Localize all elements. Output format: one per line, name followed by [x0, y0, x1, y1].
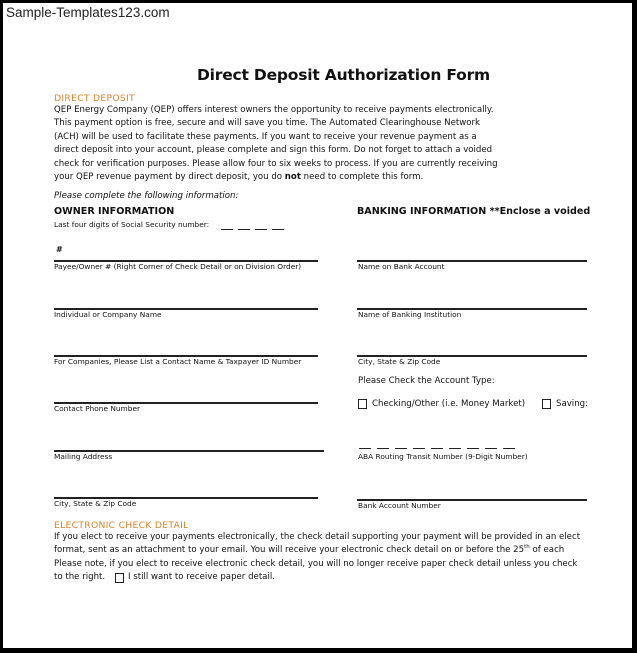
- text: need to complete this form.: [300, 172, 424, 183]
- text: your QEP revenue payment by direct deposit, you do: [54, 172, 285, 183]
- banking-institution-label: Name of Banking Institution: [358, 310, 462, 319]
- contact-taxpayer-id-field[interactable]: [54, 340, 318, 354]
- routing-number-label: ABA Routing Transit Number (9-Digit Number): [358, 452, 528, 461]
- contact-taxpayer-id-label: For Companies, Please List a Contact Name & Taxpayer ID Number: [54, 357, 302, 366]
- routing-digit-blanks[interactable]: [359, 448, 515, 449]
- ssn-label: Last four digits of Social Security number:: [54, 220, 210, 229]
- routing-digit[interactable]: [449, 448, 461, 449]
- emphasis: not: [284, 172, 301, 183]
- individual-company-name-label: Individual or Company Name: [54, 310, 162, 319]
- routing-digit[interactable]: [359, 448, 371, 449]
- paper-detail-checkbox[interactable]: [115, 573, 124, 583]
- routing-digit[interactable]: [377, 448, 389, 449]
- electronic-check-heading: ELECTRONIC CHECK DETAIL: [54, 520, 189, 531]
- name-on-bank-account-field[interactable]: [357, 246, 587, 260]
- checking-checkbox[interactable]: [358, 399, 367, 409]
- individual-company-name-field[interactable]: [54, 293, 318, 307]
- contact-phone-field[interactable]: [54, 388, 318, 402]
- document-page: [3, 3, 632, 648]
- watermark: Sample-Templates123.com: [6, 5, 170, 20]
- paragraph-line: This payment option is free, secure and will save you time. The Automated Clearinghouse Network: [54, 118, 481, 129]
- ssn-digit-2[interactable]: [238, 229, 250, 230]
- payee-owner-number-field[interactable]: [54, 246, 318, 260]
- direct-deposit-heading: DIRECT DEPOSIT: [54, 93, 135, 104]
- ssn-digit-3[interactable]: [255, 229, 267, 230]
- routing-digit[interactable]: [467, 448, 479, 449]
- owner-city-state-zip-field[interactable]: [54, 483, 318, 497]
- ssn-digit-4[interactable]: [272, 229, 284, 230]
- paragraph-line: [54, 544, 580, 557]
- routing-digit[interactable]: [413, 448, 425, 449]
- paragraph-line: (ACH) will be used to facilitate these payments. If you want to receive your revenue payment as a: [54, 131, 477, 142]
- routing-digit[interactable]: [431, 448, 443, 449]
- paragraph-line: Please note, if you elect to receive electronic check detail, you will no longer receive paper check detail unless you check: [54, 558, 578, 569]
- paragraph-line: to the right.: [54, 572, 106, 583]
- superscript: th: [524, 544, 530, 551]
- ssn-digit-1[interactable]: [221, 229, 233, 230]
- mailing-address-field[interactable]: [54, 436, 324, 450]
- banking-institution-field[interactable]: [357, 293, 587, 307]
- owner-info-heading: OWNER INFORMATION: [54, 206, 175, 217]
- bank-account-number-label: Bank Account Number: [358, 501, 441, 510]
- paragraph-line: QEP Energy Company (QEP) offers interest owners the opportunity to receive payments electronically.: [54, 105, 494, 115]
- paragraph-line: [54, 171, 498, 184]
- banking-info-heading: BANKING INFORMATION **Enclose a voided: [357, 206, 591, 217]
- page-title: Direct Deposit Authorization Form: [197, 66, 490, 84]
- routing-digit[interactable]: [503, 448, 515, 449]
- text: format, sent as an attachment to your email. You will receive your electronic check detail on or before the 25: [54, 545, 525, 556]
- contact-phone-label: Contact Phone Number: [54, 404, 141, 413]
- name-on-bank-account-label: Name on Bank Account: [358, 262, 445, 271]
- instructions-note: Please complete the following information:: [54, 191, 239, 201]
- ssn-digit-blanks[interactable]: [221, 229, 284, 230]
- bank-city-state-zip-field[interactable]: [357, 340, 587, 354]
- savings-checkbox[interactable]: [542, 399, 551, 409]
- paragraph-line: direct deposit into your account, please complete and sign this form. Do not forget to attach a voided: [54, 145, 493, 156]
- routing-digit[interactable]: [395, 448, 407, 449]
- paragraph-line: check for verification purposes. Please allow four to six weeks to process. If you are currently receiving: [54, 158, 498, 169]
- owner-city-state-zip-label: City, State & Zip Code: [54, 499, 137, 508]
- direct-deposit-paragraph: [54, 104, 498, 184]
- hash-mark: #: [56, 245, 63, 254]
- account-type-prompt: Please Check the Account Type:: [358, 376, 495, 386]
- paper-detail-label: I still want to receive paper detail.: [128, 572, 275, 582]
- payee-owner-number-label: Payee/Owner # (Right Corner of Check Detail or on Division Order): [54, 262, 302, 271]
- bank-account-number-field[interactable]: [357, 485, 587, 499]
- bank-city-state-zip-label: City, State & Zip Code: [358, 357, 441, 366]
- checking-label: Checking/Other (i.e. Money Market): [372, 399, 526, 409]
- text: of each: [529, 545, 565, 556]
- savings-label: Saving:: [556, 399, 588, 409]
- mailing-address-label: Mailing Address: [54, 452, 113, 461]
- routing-digit[interactable]: [485, 448, 497, 449]
- paragraph-line: If you elect to receive your payments electronically, the check detail supporting your payment will be provided in an elect: [54, 532, 581, 542]
